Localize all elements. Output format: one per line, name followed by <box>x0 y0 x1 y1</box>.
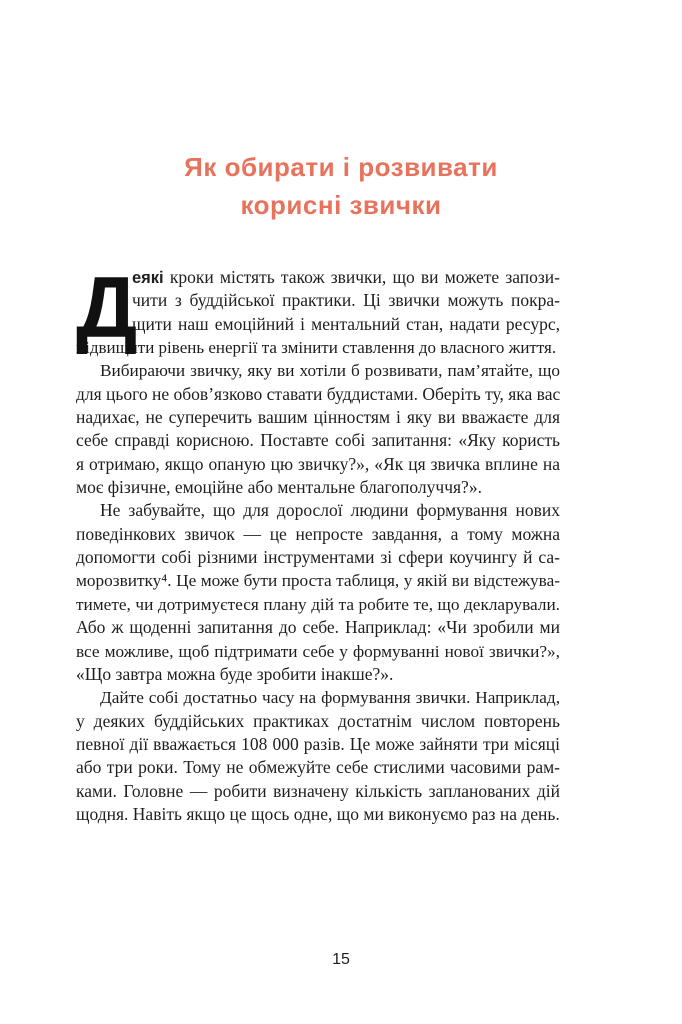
paragraph-line: щити наш емоційний і ментальний стан, надати ресурс, <box>132 313 560 334</box>
paragraph-line: для цього не обов’язково ставати буддистами. Оберіть ту, яка вас <box>76 383 561 404</box>
paragraph-line: все можливе, щоб підтримати себе у формуванні нової звички?», <box>76 641 560 661</box>
paragraph-line <box>76 266 560 289</box>
lead-word: еякі <box>132 269 164 287</box>
paragraph-line: підвищити рівень енергії та змінити ставлення до власного життя. <box>76 338 557 358</box>
chapter-title-line-2: корисні звички <box>240 190 442 220</box>
paragraph-line: щодня. Навіть якщо це щось одне, що ми виконуємо раз на день. <box>76 803 560 824</box>
paragraph-line: я отримаю, якщо опаную цю звичку?», «Як ця звичка вплине на <box>76 453 560 474</box>
page-number: 15 <box>332 951 350 968</box>
paragraph-line: Вибираючи звичку, яку ви хотіли б розвивати, пам’ятайте, що <box>100 361 560 381</box>
line-text: кроки містять також звички, що ви можете запози- <box>163 267 560 287</box>
paragraph-line: Дайте собі достатньо часу на формування звички. Наприклад, <box>100 688 560 708</box>
drop-cap: Д <box>76 260 138 356</box>
paragraph-line: у деяких буддійських практиках достатнім числом повторень <box>76 710 560 731</box>
body-text <box>76 260 561 826</box>
paragraph-line: поведінкових звичок — це непросте завдання, а тому можна <box>76 523 560 544</box>
paragraph-line: себе справді корисною. Поставте собі запитання: «Яку користь <box>76 430 560 451</box>
chapter-title <box>0 148 682 224</box>
paragraph-line: або три роки. Тому не обмежуйте себе стислими часовими рам- <box>76 757 560 778</box>
paragraph-line: надихає, не суперечить вашим цінностям і яку ви вважаєте для <box>76 407 560 428</box>
paragraph-line: Не забувайте, що для дорослої людини формування нових <box>100 500 560 521</box>
chapter-title-line-1: Як обирати і розвивати <box>184 152 498 182</box>
paragraph-line: «Що завтра можна буде зробити інакше?». <box>76 663 394 684</box>
paragraph-line: тимете, чи дотримуєтеся плану дій та робите те, що декларували. <box>76 594 560 614</box>
paragraph-line: морозвитку⁴. Це може бути проста таблиця, у якій ви відстежува- <box>76 571 560 591</box>
paragraph-line: ками. Головне — робити визначену кількість запланованих дій <box>76 780 560 801</box>
paragraph-line: моє фізичне, емоційне або ментальне благополуччя?». <box>76 477 482 498</box>
paragraph-line: чити з буддійської практики. Ці звички можуть покра- <box>132 290 560 311</box>
paragraph-line: певної дії вважається 108 000 разів. Це може зайняти три місяці <box>76 733 560 754</box>
paragraph-line: допомогти собі різними інструментами зі сфери коучингу й са- <box>76 547 560 568</box>
paragraph-line: Або ж щоденні запитання до себе. Наприклад: «Чи зробили ми <box>76 617 560 638</box>
